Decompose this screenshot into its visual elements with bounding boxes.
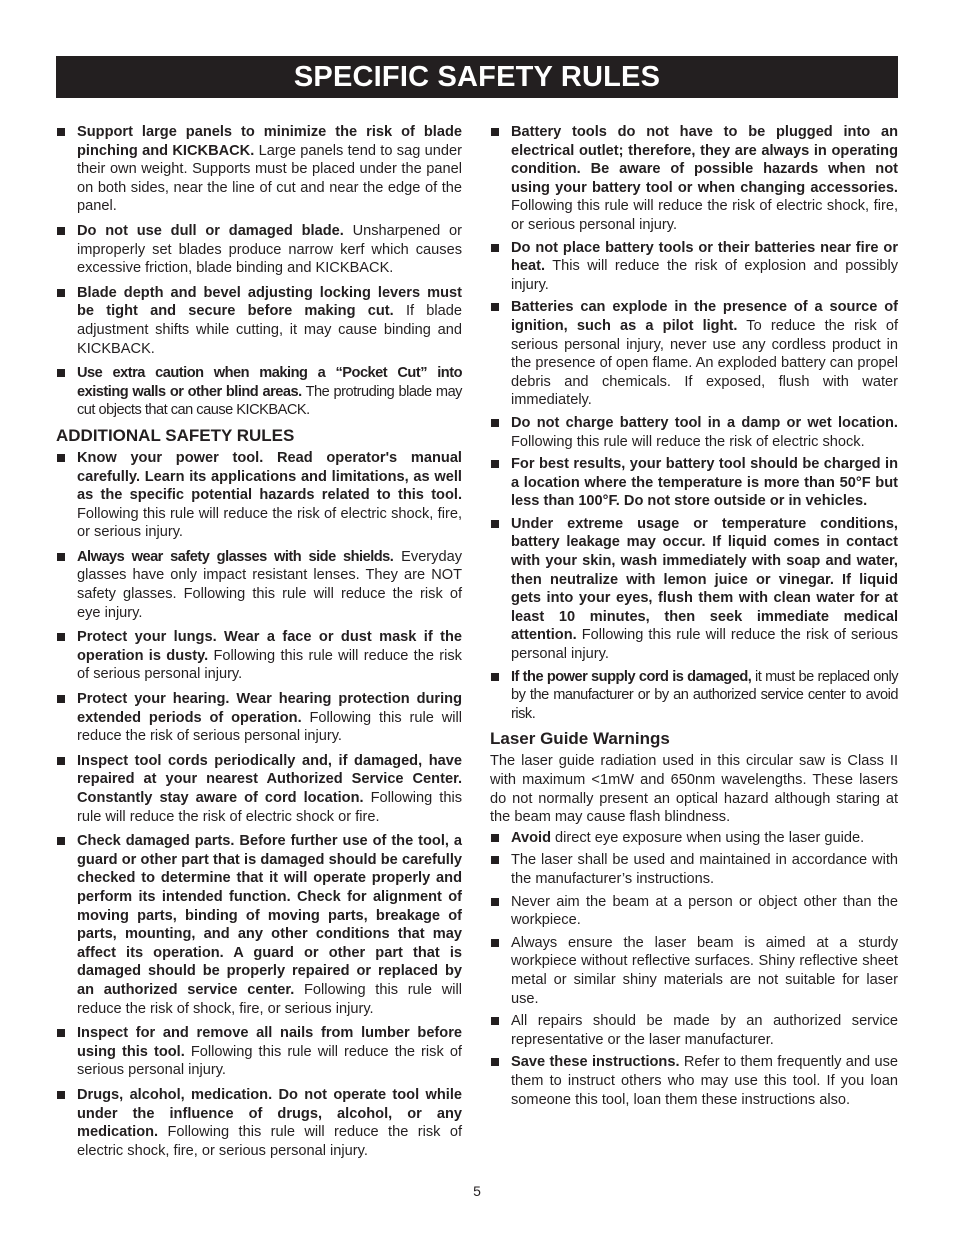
- rule-bold: Always wear safety glasses with side shields.: [77, 548, 394, 565]
- rule-item: [56, 364, 462, 420]
- rule-item: [490, 515, 898, 664]
- bullet-square-icon: [57, 1029, 65, 1037]
- page-number: 5: [473, 1183, 481, 1199]
- rule-item: [490, 414, 898, 451]
- rule-item: [56, 752, 462, 826]
- rule-text: The laser shall be used and maintained in accordance with the manufacturer’s instructions.: [511, 852, 898, 887]
- bullet-square-icon: [57, 454, 65, 462]
- rule-text: Following this rule will reduce the risk of serious personal injury.: [77, 1043, 462, 1079]
- rule-bold: Support large panels to minimize the risk of blade pinching and KICKBACK.: [77, 124, 462, 159]
- rule-item: [56, 832, 462, 1018]
- rule-text: Unsharpened or improperly set blades produce narrow kerf which causes excessive friction, blade binding and KICKBACK.: [77, 222, 462, 277]
- rule-text: Following this rule will reduce the risk of shock, fire, or serious injury.: [77, 981, 462, 1017]
- section-heading-laser: Laser Guide Warnings: [490, 729, 670, 749]
- rule-item: [56, 548, 462, 622]
- left-column: [56, 123, 462, 1166]
- rule-text: Following this rule will reduce the risk of serious personal injury.: [77, 709, 462, 745]
- rule-item: [490, 123, 898, 235]
- section-heading-additional: ADDITIONAL SAFETY RULES: [56, 425, 295, 445]
- bullet-square-icon: [491, 520, 499, 528]
- bullet-square-icon: [57, 757, 65, 765]
- laser-item: [490, 1012, 898, 1049]
- rule-list-additional: [56, 449, 462, 1160]
- rule-bold: Protect your hearing. Wear hearing protection during extended periods of operation.: [77, 691, 462, 726]
- right-column: [490, 123, 898, 1113]
- rule-bold: Save these instructions.: [511, 1054, 680, 1071]
- rule-bold: Batteries can explode in the presence of a source of ignition, such as a pilot light.: [511, 299, 898, 334]
- rule-bold: If the power supply cord is damaged,: [511, 668, 752, 685]
- rule-text: Large panels tend to sag under their own weight. Supports must be placed under the panel on both sides, near the line of cut and near the edge of the panel.: [77, 142, 462, 215]
- bullet-square-icon: [57, 289, 65, 297]
- rule-text: The protruding blade may cut objects that can cause KICKBACK.: [77, 383, 462, 419]
- rule-item: [56, 1086, 462, 1160]
- laser-item: [490, 1053, 898, 1109]
- laser-item: [490, 851, 898, 888]
- bullet-square-icon: [491, 939, 499, 947]
- rule-item: [56, 449, 462, 542]
- bullet-square-icon: [57, 553, 65, 561]
- rule-bold: Protect your lungs. Wear a face or dust mask if the operation is dusty.: [77, 629, 462, 664]
- bullet-square-icon: [57, 128, 65, 136]
- rule-text: To reduce the risk of serious personal injury, never use any cordless product in the presence of open flame. An exploded battery can propel debris and chemicals. If exposed, flush with water immediately.: [511, 317, 898, 409]
- rule-item: [490, 668, 898, 724]
- bullet-square-icon: [57, 369, 65, 377]
- rule-bold: Inspect tool cords periodically and, if damaged, have repaired at your nearest Authorized Service Center. Constantly stay aware of cord location.: [77, 752, 462, 806]
- bullet-square-icon: [57, 633, 65, 641]
- laser-intro-paragraph: The laser guide radiation used in this circular saw is Class II with maximum <1mW and 650nm wavelengths. These lasers do not normally present an optical hazard although staring at the beam may cause flash blindness.: [490, 753, 898, 826]
- rule-item: [490, 239, 898, 295]
- rule-text: If blade adjustment shifts while cutting, it may cause binding and KICKBACK.: [77, 303, 462, 357]
- rule-bold: Use extra caution when making a “Pocket Cut” into existing walls or other blind areas.: [77, 365, 462, 400]
- rule-bold: Under extreme usage or temperature conditions, battery leakage may occur. If liquid comes in contact with your skin, wash immediately with soap and water, then neutralize with lemon juice or vinegar. If liquid gets into your eyes, flush them with clean water for at least 10 minutes, then seek immediate medical attention.: [511, 515, 898, 644]
- laser-item: [490, 893, 898, 930]
- rule-item: [56, 284, 462, 358]
- laser-item: [490, 829, 898, 848]
- rule-text: Following this rule will reduce the risk of electric shock.: [511, 433, 865, 450]
- rule-text: Everyday glasses have only impact resistant lenses. They are NOT safety glasses. Following this rule will reduce the risk of eye injury.: [77, 548, 462, 621]
- rule-text: All repairs should be made by an authorized service representative or the laser manufacturer.: [511, 1013, 898, 1048]
- rule-text: Following this rule will reduce the risk of serious personal injury.: [77, 647, 462, 683]
- rule-text: it must be replaced only by the manufacturer or by an authorized service center to avoid risk.: [511, 668, 898, 722]
- rule-item: [56, 690, 462, 746]
- bullet-square-icon: [491, 834, 499, 842]
- bullet-square-icon: [57, 227, 65, 235]
- rule-text: Refer to them frequently and use them to instruct others who may use this tool. If you loan someone this tool, loan them these instructions also.: [511, 1054, 898, 1108]
- rule-text: direct eye exposure when using the laser guide.: [551, 829, 865, 846]
- rule-text: Following this rule will reduce the risk of electric shock, fire, or serious personal injury.: [511, 198, 898, 233]
- rule-item: [56, 1024, 462, 1080]
- rule-bold: Do not use dull or damaged blade.: [77, 222, 344, 239]
- rule-bold: Blade depth and bevel adjusting locking levers must be tight and secure before making cut.: [77, 284, 462, 320]
- bullet-square-icon: [491, 128, 499, 136]
- bullet-square-icon: [491, 1017, 499, 1025]
- rule-item: [56, 628, 462, 684]
- bullet-square-icon: [57, 695, 65, 703]
- rule-bold: Battery tools do not have to be plugged into an electrical outlet; therefore, they are always in operating condition. Be aware of possible hazards when not using your battery tool or when changing accessories.: [511, 124, 898, 196]
- bullet-square-icon: [57, 1091, 65, 1099]
- rule-text: Following this rule will reduce the risk of serious personal injury.: [511, 627, 898, 663]
- rule-item: [490, 455, 898, 511]
- rule-item: [490, 298, 898, 410]
- bullet-square-icon: [491, 1058, 499, 1066]
- page-title: SPECIFIC SAFETY RULES: [56, 56, 898, 98]
- bullet-square-icon: [491, 856, 499, 864]
- rule-bold: Check damaged parts. Before further use of the tool, a guard or other part that is damaged should be carefully checked to determine that it will operate properly and perform its intended function. Check for alignment of moving parts, binding of moving parts, breakage of parts, mounting, and any other conditions that may affect its operation. A guard or other part that is damaged should be properly repaired or replaced by an authorized service center.: [77, 833, 462, 998]
- rule-bold: Do not place battery tools or their batteries near fire or heat.: [511, 239, 898, 275]
- rule-text: Following this rule will reduce the risk of electric shock, fire, or serious injury.: [77, 505, 462, 541]
- rule-list-laser: [490, 829, 898, 1109]
- rule-item: [56, 222, 462, 278]
- rule-text: Following this rule will reduce the risk of electric shock, fire, or serious personal injury.: [77, 1124, 462, 1159]
- bullet-square-icon: [491, 419, 499, 427]
- laser-item: [490, 934, 898, 1008]
- bullet-square-icon: [491, 898, 499, 906]
- bullet-square-icon: [491, 673, 499, 681]
- bullet-square-icon: [491, 303, 499, 311]
- rule-text: Never aim the beam at a person or object other than the workpiece.: [511, 893, 898, 929]
- bullet-square-icon: [491, 244, 499, 252]
- rule-bold: Know your power tool. Read operator's manual carefully. Learn its applications and limitations, as well as the specific potential hazards related to this tool.: [77, 449, 462, 504]
- rule-item: [56, 123, 462, 216]
- rule-bold: Avoid: [511, 829, 551, 846]
- rule-list-specific: [56, 123, 462, 420]
- rule-text: Always ensure the laser beam is aimed at a sturdy workpiece without reflective surfaces. Shiny reflective sheet metal or similar shiny materials are not suitable for laser use.: [511, 934, 898, 1007]
- rule-bold: Do not charge battery tool in a damp or wet location.: [511, 414, 898, 431]
- rule-text: Following this rule will reduce the risk of electric shock or fire.: [77, 790, 463, 825]
- rule-bold: Inspect for and remove all nails from lumber before using this tool.: [77, 1025, 462, 1060]
- bullet-square-icon: [57, 837, 65, 845]
- rule-list-battery: [490, 123, 898, 723]
- rule-text: This will reduce the risk of explosion and possibly injury.: [511, 258, 898, 293]
- bullet-square-icon: [491, 460, 499, 468]
- rule-bold: Drugs, alcohol, medication. Do not operate tool while under the influence of drugs, alcohol, or any medication.: [77, 1086, 462, 1141]
- rule-bold: For best results, your battery tool should be charged in a location where the temperature is more than 50°F but less than 100°F. Do not store outside or in vehicles.: [511, 456, 898, 510]
